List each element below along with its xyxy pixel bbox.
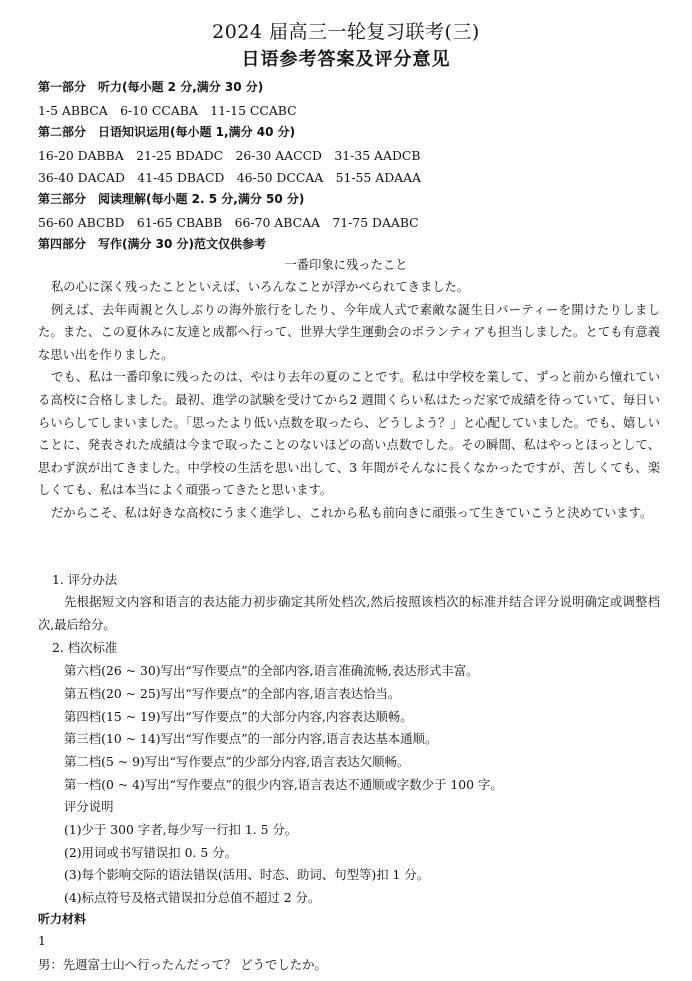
essay-paragraph: だからこそ、私は好きな高校にうまく進学し、これから私も前向きに頑張って生きていこうと決めています。 — [51, 505, 653, 520]
scoring-notes-heading: 评分说明 — [64, 799, 114, 814]
part2-answers-row1: 16-20 DABBA 21-25 BDADC 26-30 AACCD 31-35 AADCB — [38, 148, 421, 163]
scoring-note: (3)每个影响交际的语法错误(活用、时态、助词、句型等)扣 1 分。 — [64, 867, 430, 882]
scoring-note: (1)少于 300 字者,每少写一行扣 1. 5 分。 — [64, 822, 298, 837]
document-title: 2024 届高三一轮复习联考(三) — [212, 21, 480, 43]
level-item: 第六档(26 ~ 30)写出“写作要点”的全部内容,语言准确流畅,表达形式丰富。 — [64, 663, 479, 678]
scoring-note: (4)标点符号及格式错误扣分总值不超过 2 分。 — [64, 890, 321, 905]
part3-heading: 第三部分 阅读理解(每小题 2. 5 分,满分 50 分) — [38, 192, 305, 206]
level-item: 第五档(20 ~ 25)写出“写作要点”的全部内容,语言表达恰当。 — [64, 686, 401, 701]
essay-title: 一番印象に残ったこと — [284, 258, 408, 272]
part2-heading: 第二部分 日语知识运用(每小题 1,满分 40 分) — [38, 125, 296, 139]
essay-paragraph: 例えば、去年両親と久しぶりの海外旅行をしたり、今年成人式で素敵な誕生日パーティーを開けたりしました。また、この夏休みに友達と成都へ行って、世界大学生運動会のボランティアも担当しました。とても有意義な思い出を作りました。 — [38, 302, 660, 362]
scoring-method-text — [38, 591, 660, 636]
level-item: 第四档(15 ~ 19)写出“写作要点”的大部分内容,内容表达顺畅。 — [64, 709, 413, 724]
levels-heading: 2. 档次标准 — [52, 640, 118, 655]
listening-dialogue-line: 男：先週富士山へ行ったんだって？ どうでしたか。 — [38, 957, 327, 972]
part1-heading: 第一部分 听力(每小题 2 分,满分 30 分) — [38, 80, 264, 94]
level-item: 第一档(0 ~ 4)写出“写作要点”的很少内容,语言表达不通顺或字数少于 100 字。 — [64, 777, 503, 792]
essay-paragraph: 私の心に深く残ったことといえば、いろんなことが浮かべられてきました。 — [51, 280, 470, 294]
part4-heading: 第四部分 写作(满分 30 分)范文仅供参考 — [38, 237, 267, 251]
document-subtitle: 日语参考答案及评分意见 — [241, 49, 451, 70]
essay-paragraph: でも、私は一番印象に残ったのは、やはり去年の夏のことです。私は中学校を業して、ずっと前から憧れている高校に合格しました。最初、進学の試験を受けてから2 週間くらい私はたっだ家で成績を待っていて、毎日いらいらしてしまいました。「思ったより低い点数を取ったら、どうしよう？」と心配していました。でも、嬉しいことに、発表された成績は今まで取ったことのないほどの高い点数でした。その瞬間、私はやっとほっとして、思わず涙が出てきました。中学校の生活を思い出して、3 年間がそんなに長くなかったですが、苦しくても、楽しくても、私は本当によく頑張ってきたと思います。 — [38, 370, 660, 498]
essay-body — [38, 276, 660, 525]
level-item: 第三档(10 ~ 14)写出“写作要点”的一部分内容,语言表达基本通顺。 — [64, 731, 438, 746]
level-item: 第二档(5 ~ 9)写出“写作要点”的少部分内容,语言表达欠顺畅。 — [64, 754, 410, 769]
scoring-method-heading: 1. 评分办法 — [52, 572, 118, 587]
part2-answers-row2: 36-40 DACAD 41-45 DBACD 46-50 DCCAA 51-55 ADAAA — [38, 170, 421, 185]
listening-item-number: 1 — [38, 933, 46, 948]
part3-answers: 56-60 ABCBD 61-65 CBABB 66-70 ABCAA 71-75 DAABC — [38, 215, 419, 230]
part1-answers: 1-5 ABBCA 6-10 CCABA 11-15 CCABC — [38, 103, 297, 118]
scoring-method-paragraph: 先根据短文内容和语言的表达能力初步确定其所处档次,然后按照该档次的标准并结合评分说明确定或调整档次,最后给分。 — [38, 595, 660, 632]
listening-material-heading: 听力材料 — [38, 912, 87, 926]
scoring-note: (2)用词或书写错误扣 0. 5 分。 — [64, 845, 237, 860]
